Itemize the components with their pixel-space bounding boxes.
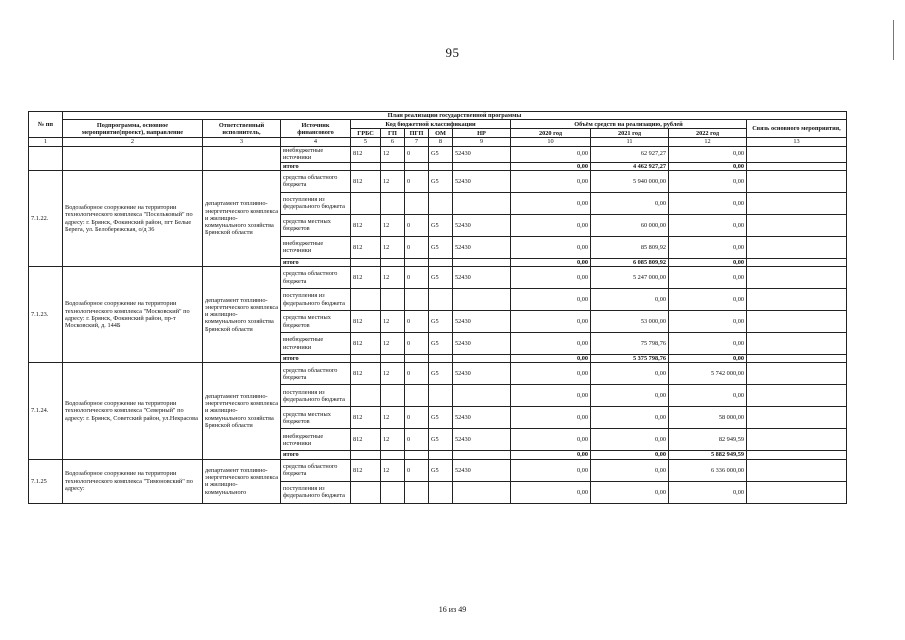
amount-2021-cell: 6 085 809,92 [591,258,669,266]
code-pgp-cell: 0 [405,214,429,236]
source-cell: средства местных бюджетов [281,407,351,429]
code-gp-cell [381,385,405,407]
amount-2021-cell: 5 375 798,76 [591,355,669,363]
source-cell: поступления из федерального бюджета [281,192,351,214]
header-col-responsible: Ответственный исполнитель, [203,120,281,138]
source-cell: внебюджетные источники [281,333,351,355]
code-gp-cell: 12 [381,170,405,192]
amount-2021-cell: 53 000,00 [591,311,669,333]
code-nr-cell: 52430 [453,236,511,258]
link-cell [747,311,847,333]
code-gp-cell: 12 [381,333,405,355]
amount-2022-cell: 0,00 [669,162,747,170]
code-pgp-cell: 0 [405,267,429,289]
source-cell: поступления из федерального бюджета [281,481,351,503]
code-grbs-cell: 812 [351,170,381,192]
amount-2022-cell: 82 949,59 [669,429,747,451]
amount-2022-cell: 0,00 [669,267,747,289]
code-nr-cell: 52430 [453,267,511,289]
header-volume-group: Объём средств на реализацию, рублей [511,120,747,129]
amount-2021-cell: 5 247 000,00 [591,267,669,289]
header-code-group: Код бюджетной классификации [351,120,511,129]
code-gp-cell [381,162,405,170]
code-om-cell: G5 [429,146,453,162]
code-grbs-cell [351,385,381,407]
code-om-cell [429,258,453,266]
code-gp-cell: 12 [381,236,405,258]
link-cell [747,481,847,503]
amount-2022-cell: 58 000,00 [669,407,747,429]
amount-2021-cell: 0,00 [591,363,669,385]
table-row [29,459,847,481]
source-cell: внебюджетные источники [281,429,351,451]
amount-2022-cell: 0,00 [669,385,747,407]
code-grbs-cell [351,162,381,170]
code-om-cell: G5 [429,333,453,355]
amount-2021-cell: 85 809,92 [591,236,669,258]
link-cell [747,363,847,385]
amount-2021-cell: 0,00 [591,459,669,481]
code-grbs-cell: 812 [351,311,381,333]
item-number: 7.1.25 [29,459,63,503]
link-cell [747,289,847,311]
header-code-gp: ГП [381,129,405,138]
col-number: 1 [29,138,63,146]
header-year-2022: 2022 год [669,129,747,138]
amount-2021-cell: 0,00 [591,192,669,214]
code-nr-cell [453,258,511,266]
code-om-cell [429,192,453,214]
amount-2022-cell: 6 336 000,00 [669,459,747,481]
item-number: 7.1.24. [29,363,63,459]
amount-2021-cell: 0,00 [591,385,669,407]
amount-2022-cell: 0,00 [669,236,747,258]
amount-2022-cell: 0,00 [669,481,747,503]
amount-2021-cell: 0,00 [591,429,669,451]
code-gp-cell: 12 [381,146,405,162]
responsible-executor: департамент топливно-энергетического комплекса и жилищно-коммунального хозяйства Брянской области [203,267,281,363]
code-gp-cell [381,355,405,363]
responsible-executor: департамент топливно-энергетического комплекса и жилищно-коммунального хозяйства Брянской области [203,170,281,266]
code-nr-cell: 52430 [453,333,511,355]
code-grbs-cell [351,481,381,503]
table-row [29,267,847,289]
amount-2020-cell: 0,00 [511,162,591,170]
code-gp-cell: 12 [381,267,405,289]
code-om-cell [429,355,453,363]
link-cell [747,451,847,459]
code-gp-cell [381,192,405,214]
amount-2020-cell: 0,00 [511,451,591,459]
code-pgp-cell [405,258,429,266]
amount-2022-cell: 0,00 [669,170,747,192]
code-gp-cell: 12 [381,311,405,333]
item-number: 7.1.23. [29,267,63,363]
code-gp-cell: 12 [381,214,405,236]
amount-2020-cell: 0,00 [511,311,591,333]
code-grbs-cell: 812 [351,146,381,162]
code-nr-cell: 52430 [453,429,511,451]
source-cell: итого [281,258,351,266]
code-pgp-cell: 0 [405,170,429,192]
code-pgp-cell [405,451,429,459]
amount-2020-cell: 0,00 [511,407,591,429]
table-row [29,146,847,162]
link-cell [747,459,847,481]
code-grbs-cell [351,258,381,266]
program-cell [63,146,203,170]
table-row [29,363,847,385]
col-number: 2 [63,138,203,146]
code-grbs-cell [351,289,381,311]
program-description: Водозаборное сооружение на территории технологического комплекса "Посельковый" по адресу: г. Брянск, Фокинский район, пгт Белые Берега, ул. Белобережская, о/д 36 [63,170,203,266]
code-om-cell: G5 [429,214,453,236]
code-nr-cell: 52430 [453,214,511,236]
code-pgp-cell: 0 [405,429,429,451]
col-number: 4 [281,138,351,146]
code-gp-cell: 12 [381,429,405,451]
code-pgp-cell: 0 [405,311,429,333]
link-cell [747,162,847,170]
code-pgp-cell: 0 [405,407,429,429]
source-cell: внебюджетные источники [281,236,351,258]
source-cell: средства местных бюджетов [281,214,351,236]
header-col-program: Подпрограмма, основное мероприятие(проект), направление [63,120,203,138]
amount-2022-cell: 5 882 949,59 [669,451,747,459]
code-grbs-cell: 812 [351,214,381,236]
source-cell: средства областного бюджета [281,459,351,481]
code-pgp-cell [405,192,429,214]
code-pgp-cell [405,289,429,311]
amount-2021-cell: 60 000,00 [591,214,669,236]
link-cell [747,236,847,258]
header-code-grbs: ГРБС [351,129,381,138]
code-gp-cell [381,481,405,503]
code-om-cell [429,481,453,503]
source-cell: поступления из федерального бюджета [281,289,351,311]
col-number: 8 [429,138,453,146]
header-code-pgp: ПГП [405,129,429,138]
code-pgp-cell: 0 [405,236,429,258]
amount-2020-cell: 0,00 [511,355,591,363]
header-numbers-row [29,138,847,146]
amount-2020-cell: 0,00 [511,429,591,451]
source-cell: средства областного бюджета [281,267,351,289]
link-cell [747,407,847,429]
code-om-cell: G5 [429,459,453,481]
code-nr-cell [453,162,511,170]
amount-2020-cell: 0,00 [511,267,591,289]
code-nr-cell: 52430 [453,363,511,385]
plan-table-wrapper [28,111,847,504]
code-grbs-cell: 812 [351,429,381,451]
code-gp-cell [381,289,405,311]
source-cell: итого [281,451,351,459]
amount-2021-cell: 0,00 [591,289,669,311]
code-grbs-cell: 812 [351,363,381,385]
code-nr-cell: 52430 [453,459,511,481]
code-grbs-cell: 812 [351,459,381,481]
amount-2021-cell: 62 927,27 [591,146,669,162]
source-cell: средства местных бюджетов [281,311,351,333]
responsible-executor: департамент топливно-энергетического комплекса и жилищно-коммунального хозяйства Брянской области [203,363,281,459]
code-gp-cell: 12 [381,363,405,385]
amount-2021-cell: 0,00 [591,407,669,429]
col-number: 11 [591,138,669,146]
plan-table [28,111,847,504]
code-om-cell [429,162,453,170]
code-pgp-cell: 0 [405,363,429,385]
col-number: 5 [351,138,381,146]
code-nr-cell [453,289,511,311]
page-footer: 16 из 49 [438,605,467,614]
code-pgp-cell: 0 [405,333,429,355]
source-cell: средства областного бюджета [281,363,351,385]
program-description: Водозаборное сооружение на территории технологического комплекса "Московский" по адресу: г. Брянск, Фокинский район, пр-т Московский, д. 144Б [63,267,203,363]
link-cell [747,170,847,192]
code-pgp-cell [405,481,429,503]
amount-2022-cell: 0,00 [669,333,747,355]
amount-2022-cell: 5 742 000,00 [669,363,747,385]
header-code-om: ОМ [429,129,453,138]
table-body [29,146,847,503]
amount-2020-cell: 0,00 [511,192,591,214]
code-om-cell: G5 [429,170,453,192]
amount-2021-cell: 0,00 [591,481,669,503]
code-grbs-cell: 812 [351,267,381,289]
amount-2022-cell: 0,00 [669,355,747,363]
col-number: 13 [747,138,847,146]
amount-2020-cell: 0,00 [511,214,591,236]
code-grbs-cell: 812 [351,407,381,429]
code-grbs-cell: 812 [351,236,381,258]
code-gp-cell: 12 [381,407,405,429]
source-cell: итого [281,162,351,170]
header-code-nr: НР [453,129,511,138]
col-number: 3 [203,138,281,146]
col-number: 6 [381,138,405,146]
amount-2022-cell: 0,00 [669,192,747,214]
amount-2021-cell: 0,00 [591,451,669,459]
amount-2020-cell: 0,00 [511,459,591,481]
code-nr-cell [453,385,511,407]
header-col-source: Источник финансового [281,120,351,138]
code-nr-cell: 52430 [453,311,511,333]
header-col-no: № пп [29,112,63,138]
responsible-executor: департамент топливно-энергетического комплекса и жилищно-коммунального [203,459,281,503]
link-cell [747,146,847,162]
link-cell [747,192,847,214]
code-nr-cell: 52430 [453,146,511,162]
col-number: 7 [405,138,429,146]
link-cell [747,355,847,363]
amount-2022-cell: 0,00 [669,289,747,311]
amount-2022-cell: 0,00 [669,146,747,162]
amount-2020-cell: 0,00 [511,258,591,266]
link-cell [747,333,847,355]
col-number: 10 [511,138,591,146]
code-om-cell [429,451,453,459]
amount-2022-cell: 0,00 [669,258,747,266]
amount-2022-cell: 0,00 [669,311,747,333]
amount-2022-cell: 0,00 [669,214,747,236]
table-row [29,170,847,192]
code-nr-cell [453,481,511,503]
header-col-link: Связь основного мероприятия, [747,120,847,138]
code-om-cell [429,289,453,311]
code-grbs-cell: 812 [351,333,381,355]
item-number: 7.1.22. [29,170,63,266]
amount-2020-cell: 0,00 [511,236,591,258]
col-number: 9 [453,138,511,146]
code-grbs-cell [351,451,381,459]
amount-2020-cell: 0,00 [511,289,591,311]
code-om-cell: G5 [429,267,453,289]
no-cell [29,146,63,170]
code-nr-cell [453,192,511,214]
link-cell [747,267,847,289]
code-om-cell [429,385,453,407]
code-pgp-cell [405,385,429,407]
amount-2021-cell: 4 462 927,27 [591,162,669,170]
code-om-cell: G5 [429,236,453,258]
source-cell: внебюджетные источники [281,146,351,162]
amount-2020-cell: 0,00 [511,170,591,192]
link-cell [747,385,847,407]
code-gp-cell [381,451,405,459]
amount-2020-cell: 0,00 [511,385,591,407]
header-year-2020: 2020 год [511,129,591,138]
amount-2021-cell: 5 940 000,00 [591,170,669,192]
link-cell [747,258,847,266]
source-cell: средства областного бюджета [281,170,351,192]
source-cell: поступления из федерального бюджета [281,385,351,407]
code-om-cell: G5 [429,363,453,385]
source-cell: итого [281,355,351,363]
code-grbs-cell [351,355,381,363]
code-nr-cell: 52430 [453,407,511,429]
code-grbs-cell [351,192,381,214]
amount-2020-cell: 0,00 [511,481,591,503]
code-om-cell: G5 [429,311,453,333]
code-pgp-cell [405,355,429,363]
code-om-cell: G5 [429,407,453,429]
program-description: Водозаборное сооружение на территории технологического комплекса "Северный" по адресу: г. Брянск, Советский район, ул.Некрасова [63,363,203,459]
code-gp-cell [381,258,405,266]
amount-2020-cell: 0,00 [511,363,591,385]
header-group-title: План реализации государственной программы [63,112,847,120]
code-nr-cell [453,451,511,459]
link-cell [747,429,847,451]
program-description: Водозаборное сооружение на территории технологического комплекса "Тимоновский" по адресу: [63,459,203,503]
code-gp-cell: 12 [381,459,405,481]
amount-2021-cell: 75 798,76 [591,333,669,355]
code-pgp-cell: 0 [405,146,429,162]
responsible-cell [203,146,281,170]
page-number: 95 [445,45,460,60]
amount-2020-cell: 0,00 [511,146,591,162]
col-number: 12 [669,138,747,146]
code-om-cell: G5 [429,429,453,451]
code-pgp-cell: 0 [405,459,429,481]
header-year-2021: 2021 год [591,129,669,138]
amount-2020-cell: 0,00 [511,333,591,355]
code-nr-cell [453,355,511,363]
code-pgp-cell [405,162,429,170]
code-nr-cell: 52430 [453,170,511,192]
link-cell [747,214,847,236]
